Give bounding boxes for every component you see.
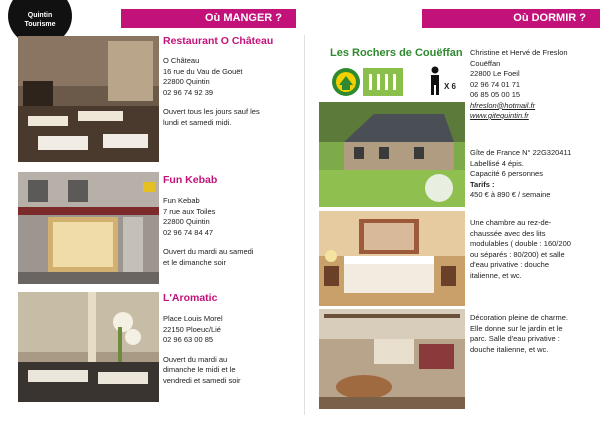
restaurant-name: Restaurant O Château (163, 35, 274, 47)
opening-hours: lundi et samedi midi. (163, 117, 232, 127)
gite-contact (470, 48, 568, 122)
restaurant-details (163, 314, 241, 386)
gite-name: Les Rochers de Couëffan (330, 47, 463, 59)
gite-number: Gîte de France N° 22G320411 (470, 148, 572, 157)
gite-details (470, 148, 571, 201)
address-line: O Château (163, 56, 200, 65)
restaurant-name: Fun Kebab (163, 174, 218, 186)
label-rating: Labellisé 4 épis. (470, 158, 524, 168)
description-line: d'eau privative : douche (470, 260, 549, 269)
room-description (470, 218, 571, 281)
phone: 02 96 74 84 47 (163, 227, 214, 237)
tarifs-label: Tarifs : (470, 179, 495, 189)
gites-de-france-logo (331, 66, 361, 98)
restaurant-laromatic-photo (18, 292, 159, 402)
capacity-badge: X 6 (444, 82, 457, 91)
gite-bedroom-photo (319, 211, 465, 306)
address-line: 7 rue aux Toiles (163, 206, 216, 216)
where-to-sleep-banner: Où DORMIR ? (422, 9, 600, 28)
capacity: Capacité 6 personnes (470, 169, 543, 178)
opening-hours: Ouvert tous les jours sauf les (163, 107, 260, 116)
description-line: Décoration pleine de charme. (470, 313, 568, 322)
phone: 02 96 74 92 39 (163, 87, 214, 97)
opening-hours: Ouvert du mardi au samedi (163, 247, 254, 256)
address-line: 22150 Ploeuc/Lié (163, 324, 221, 334)
opening-hours: vendredi et samedi soir (163, 375, 241, 385)
person-icon (428, 66, 442, 96)
decor-description (470, 313, 568, 355)
opening-hours: Ouvert du mardi au (163, 354, 228, 364)
description-line: parc. Salle d'eau privative : (470, 334, 560, 343)
description-line: modulables ( double : 160/200 (470, 239, 571, 248)
where-to-eat-banner: Où MANGER ? (121, 9, 296, 28)
address-line: 22800 Le Foeil (470, 69, 520, 78)
address-line: Place Louis Morel (163, 314, 223, 323)
address-line: 16 rue du Vau de Gouët (163, 66, 243, 76)
tarifs-value: 450 € à 890 € / semaine (470, 190, 551, 199)
column-divider (304, 35, 305, 415)
address-line: 22800 Quintin (163, 77, 210, 86)
description-line: chaussée avec des lits (470, 228, 546, 238)
gite-house-photo (319, 102, 465, 207)
restaurant-o-chateau-photo (18, 36, 159, 162)
restaurant-details (163, 196, 253, 268)
address-line: Couëffan (470, 58, 501, 68)
address-line: Fun Kebab (163, 196, 200, 205)
gite-living-room-photo (319, 309, 465, 409)
opening-hours: dimanche le midi et le (163, 365, 236, 374)
email-link[interactable]: hfreslon@hotmail.fr (470, 100, 536, 110)
restaurant-details (163, 56, 260, 128)
logo-line2: Tourisme (24, 21, 56, 28)
owner-name: Christine et Hervé de Freslon (470, 48, 568, 57)
description-line: Une chambre au rez-de- (470, 218, 552, 227)
restaurant-name: L'Aromatic (163, 292, 218, 304)
description-line: Elle donne sur le jardin et le (470, 323, 563, 333)
website-link[interactable]: www.gitequintin.fr (470, 111, 529, 120)
description-line: ou séparés : 80/200) et salle (470, 249, 565, 259)
description-line: douche italienne, et wc. (470, 344, 549, 354)
mobile-phone: 06 85 05 00 15 (470, 90, 521, 99)
phone: 02 96 63 00 85 (163, 335, 214, 344)
restaurant-fun-kebab-photo (18, 172, 159, 284)
description-line: italienne, et wc. (470, 270, 522, 280)
logo-line1: Quintin (27, 12, 53, 19)
opening-hours: et le dimanche soir (163, 257, 226, 267)
phone: 02 96 74 01 71 (470, 79, 521, 89)
four-epis-badge (363, 68, 403, 96)
address-line: 22800 Quintin (163, 217, 210, 226)
